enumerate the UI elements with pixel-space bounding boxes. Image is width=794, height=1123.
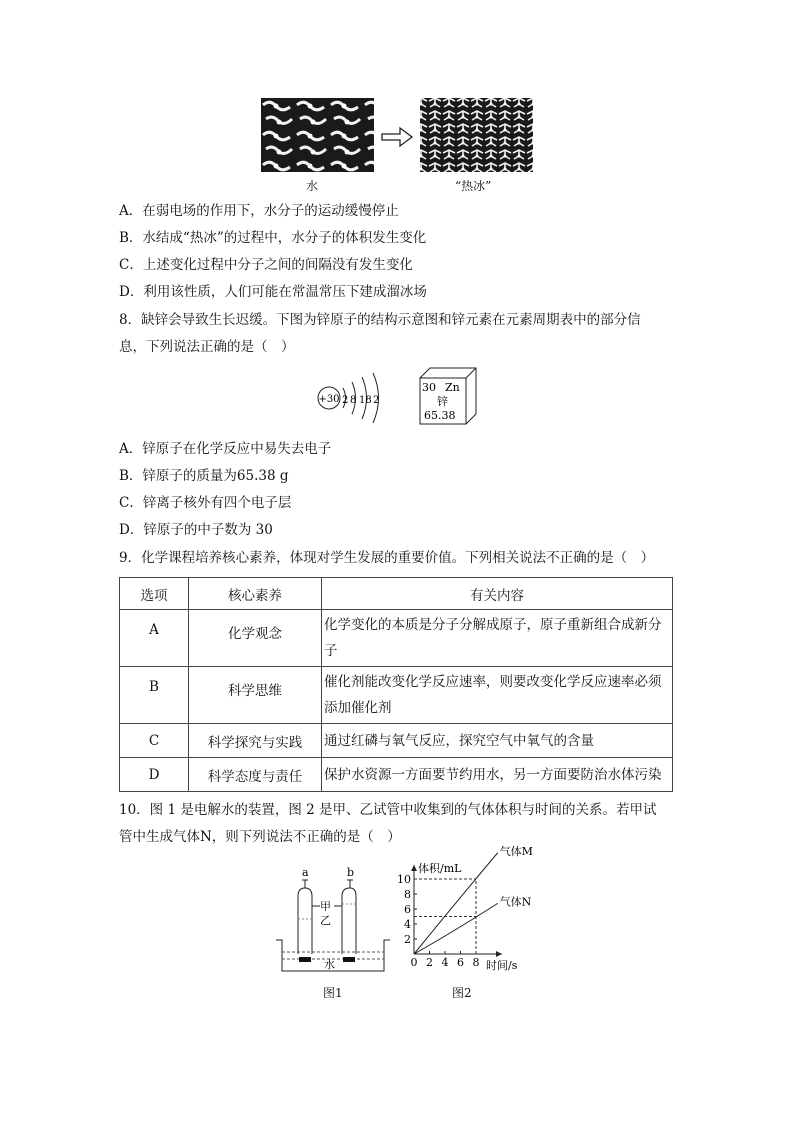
q10-stem-line2: 管中生成气体N，则下列说法不正确的是（ ） xyxy=(119,829,401,845)
row-option: C xyxy=(120,724,189,758)
table-row xyxy=(120,667,673,724)
x-tick-label: 0 xyxy=(410,956,418,969)
tube-jia xyxy=(298,888,312,954)
shell-electrons-3: 18 xyxy=(359,395,372,406)
water-label: 水 xyxy=(324,958,335,971)
row-option: D xyxy=(120,758,189,792)
q8-stem-line2: 息，下列说法正确的是（ ） xyxy=(119,339,295,355)
x-axis-label: 时间/s xyxy=(486,959,518,972)
y-tick-label: 2 xyxy=(404,933,411,946)
header-content: 有关内容 xyxy=(322,578,673,610)
table-header-row xyxy=(120,578,673,610)
q8-option-a: A．锌原子在化学反应中易失去电子 xyxy=(119,441,332,457)
tube-yi-label: 乙 xyxy=(320,914,331,927)
electrolysis-apparatus-figure xyxy=(272,864,392,979)
y-tick-label: 10 xyxy=(397,873,411,886)
tube-a-label: a xyxy=(302,866,309,879)
q10-stem-line1: 10．图 1 是电解水的装置，图 2 是甲、乙试管中收集到的气体体积与时间的关系。若甲试 xyxy=(119,802,657,818)
y-tick-label: 8 xyxy=(404,888,411,901)
q9-stem: 9．化学课程培养核心素养，体现对学生发展的重要价值。下列相关说法不正确的是（ ） xyxy=(119,550,655,566)
element-name: 锌 xyxy=(437,395,448,408)
q7-option-d: D．利用该性质，人们可能在常温常压下建成溜冰场 xyxy=(119,284,427,300)
x-tick-label: 8 xyxy=(472,956,480,969)
fig1-caption: 图1 xyxy=(323,986,343,1000)
gas-volume-chart xyxy=(397,844,543,980)
row-literacy: 科学态度与责任 xyxy=(189,758,322,792)
y-tick-label: 4 xyxy=(404,918,411,931)
tube-jia-label: 甲 xyxy=(320,900,331,913)
q8-option-d: D．锌原子的中子数为 30 xyxy=(119,522,273,538)
q7-option-a: A．在弱电场的作用下，水分子的运动缓慢停止 xyxy=(119,203,399,219)
shell-electrons-2: 8 xyxy=(350,395,357,406)
arrow-right-icon xyxy=(382,128,412,146)
fig2-caption: 图2 xyxy=(452,986,472,1000)
q8-option-b: B．锌原子的质量为65.38 g xyxy=(119,468,289,484)
q9-table xyxy=(119,577,673,792)
shell-electrons-1: 2 xyxy=(342,395,349,406)
table-row xyxy=(120,758,673,792)
q8-option-c: C．锌离子核外有四个电子层 xyxy=(119,495,292,511)
series-line-2 xyxy=(414,903,498,954)
table-row xyxy=(120,610,673,667)
zinc-atom-diagram xyxy=(315,368,395,428)
electrode-right xyxy=(343,957,355,962)
row-content: 催化剂能改变化学反应速率，则要改变化学反应速率必须添加催化剂 xyxy=(322,667,673,724)
liquid-water-image xyxy=(261,98,374,172)
tube-a-valve xyxy=(302,880,308,888)
water-hot-ice-illustration xyxy=(260,97,535,195)
q7-option-b: B．水结成“热冰”的过程中，水分子的体积发生变化 xyxy=(119,230,427,246)
atomic-number: 30 xyxy=(422,381,436,394)
tube-b-label: b xyxy=(347,866,355,879)
row-option: B xyxy=(120,667,189,724)
y-tick-label: 6 xyxy=(404,903,411,916)
hot-ice-caption: “热冰” xyxy=(455,179,492,193)
x-tick-label: 6 xyxy=(457,956,464,969)
row-content: 通过红磷与氧气反应，探究空气中氧气的含量 xyxy=(322,724,673,758)
header-literacy: 核心素养 xyxy=(189,578,322,610)
table-row xyxy=(120,724,673,758)
series-label-1: 气体M xyxy=(499,844,533,858)
x-axis-arrow xyxy=(496,951,502,957)
atomic-mass: 65.38 xyxy=(424,409,456,422)
water-molecule-figure xyxy=(260,97,535,195)
hot-ice-image xyxy=(420,98,533,172)
series-label-2: 气体N xyxy=(499,895,532,909)
electrode-left xyxy=(299,957,311,962)
y-axis-label: 体积/mL xyxy=(418,862,462,875)
row-literacy: 科学思维 xyxy=(189,667,322,724)
x-tick-label: 4 xyxy=(441,956,449,969)
row-literacy: 科学探究与实践 xyxy=(189,724,322,758)
row-content: 化学变化的本质是分子分解成原子，原子重新组合成新分子 xyxy=(322,610,673,667)
zinc-element-cell xyxy=(418,366,478,426)
water-caption: 水 xyxy=(306,179,319,193)
header-option: 选项 xyxy=(120,578,189,610)
row-content: 保护水资源一方面要节约用水，另一方面要防治水体污染 xyxy=(322,758,673,792)
shell-electrons-4: 2 xyxy=(373,395,380,406)
row-option: A xyxy=(120,610,189,667)
q7-option-c: C．上述变化过程中分子之间的间隔没有发生变化 xyxy=(119,257,413,273)
row-literacy: 化学观念 xyxy=(189,610,322,667)
x-tick-label: 2 xyxy=(426,956,433,969)
nucleus-charge: +30 xyxy=(318,394,340,405)
q8-stem-line1: 8．缺锌会导致生长迟缓。下图为锌原子的结构示意图和锌元素在元素周期表中的部分信 xyxy=(119,312,641,328)
element-symbol: Zn xyxy=(445,381,460,394)
tube-yi xyxy=(342,888,356,954)
tube-b-valve xyxy=(347,880,353,888)
y-axis-arrow xyxy=(411,865,417,871)
